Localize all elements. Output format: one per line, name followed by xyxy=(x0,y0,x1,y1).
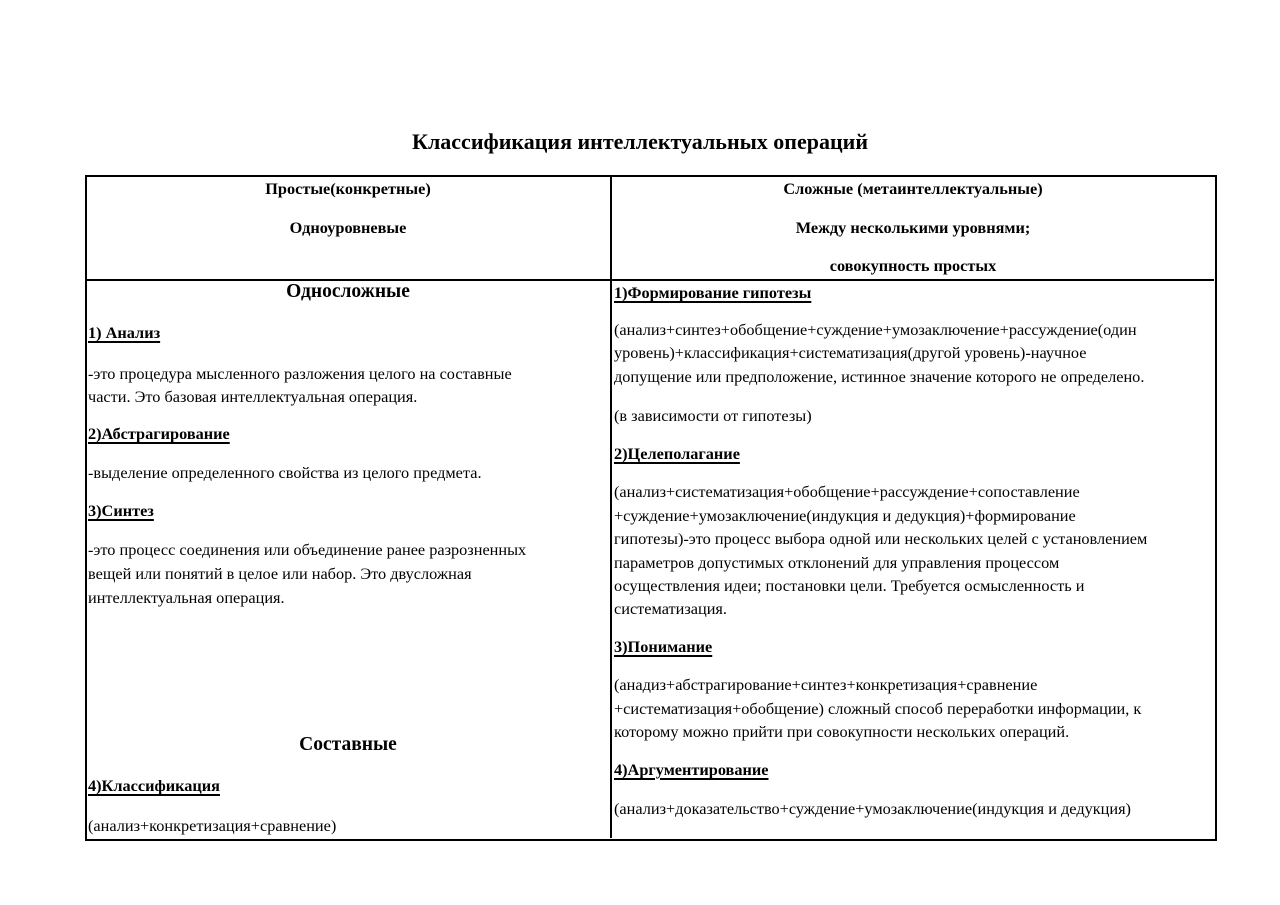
item-text: параметров допустимых отклонений для управления процессом xyxy=(614,553,1060,572)
item-text: части. Это базовая интеллектуальная операция. xyxy=(88,387,418,406)
item-text: -это процесс соединения или объединение ранее разрозненных xyxy=(88,540,527,559)
header-divider xyxy=(86,279,1214,281)
item-text: -это процедура мысленного разложения целого на составные xyxy=(88,364,512,383)
item-text: интеллектуальная операция. xyxy=(88,588,285,607)
item-text: которому можно прийти при совокупности нескольких операций. xyxy=(614,722,1070,741)
item-heading: 3)Синтез xyxy=(88,501,154,520)
item-text: гипотезы)-это процесс выбора одной или нескольких целей с установлением xyxy=(614,529,1148,548)
item-heading: 1) Анализ xyxy=(88,323,161,342)
item-heading: 2)Целеполагание xyxy=(614,444,740,463)
section-composite: Составные xyxy=(299,734,397,755)
item-heading: 4)Классификация xyxy=(88,776,220,795)
item-text: осуществления идеи; постановки цели. Требуется осмысленность и xyxy=(614,576,1085,595)
item-heading: 4)Аргументирование xyxy=(614,760,769,779)
header-single-level: Одноуровневые xyxy=(289,218,407,237)
item-text: (анализ+доказательство+суждение+умозаключение(индукция и дедукция) xyxy=(614,799,1131,818)
item-text: +суждение+умозаключение(индукция и дедукция)+формирование xyxy=(614,506,1076,525)
section-single: Односложные xyxy=(286,281,410,302)
document-title: Классификация интеллектуальных операций xyxy=(412,129,868,154)
header-complex: Сложные (метаинтеллектуальные) xyxy=(783,179,1043,198)
item-text: (анализ+синтез+обобщение+суждение+умозаключение+рассуждение(один xyxy=(614,320,1137,339)
item-text: уровень)+классификация+систематизация(другой уровень)-научное xyxy=(614,343,1087,362)
item-heading: 2)Абстрагирование xyxy=(88,424,230,443)
item-text: (анадиз+абстрагирование+синтез+конкретизация+сравнение xyxy=(614,675,1038,694)
item-text: (анализ+систематизация+обобщение+рассуждение+сопоставление xyxy=(614,482,1080,501)
item-text: вещей или понятий в целое или набор. Это двусложная xyxy=(88,564,472,583)
item-text: +систематизация+обобщение) сложный способ переработки информации, к xyxy=(614,699,1142,718)
item-text: (анализ+конкретизация+сравнение) xyxy=(88,816,337,835)
item-text: допущение или предположение, истинное значение которого не определено. xyxy=(614,367,1145,386)
item-heading: 3)Понимание xyxy=(614,637,713,656)
item-text: систематизация. xyxy=(614,599,727,618)
item-heading: 1)Формирование гипотезы xyxy=(614,283,812,302)
item-text: -выделение определенного свойства из целого предмета. xyxy=(88,463,482,482)
item-note: (в зависимости от гипотезы) xyxy=(614,406,812,425)
header-simple: Простые(конкретные) xyxy=(265,179,431,198)
header-multi-level: Между несколькими уровнями; xyxy=(795,218,1031,237)
header-aggregate: совокупность простых xyxy=(829,256,997,275)
